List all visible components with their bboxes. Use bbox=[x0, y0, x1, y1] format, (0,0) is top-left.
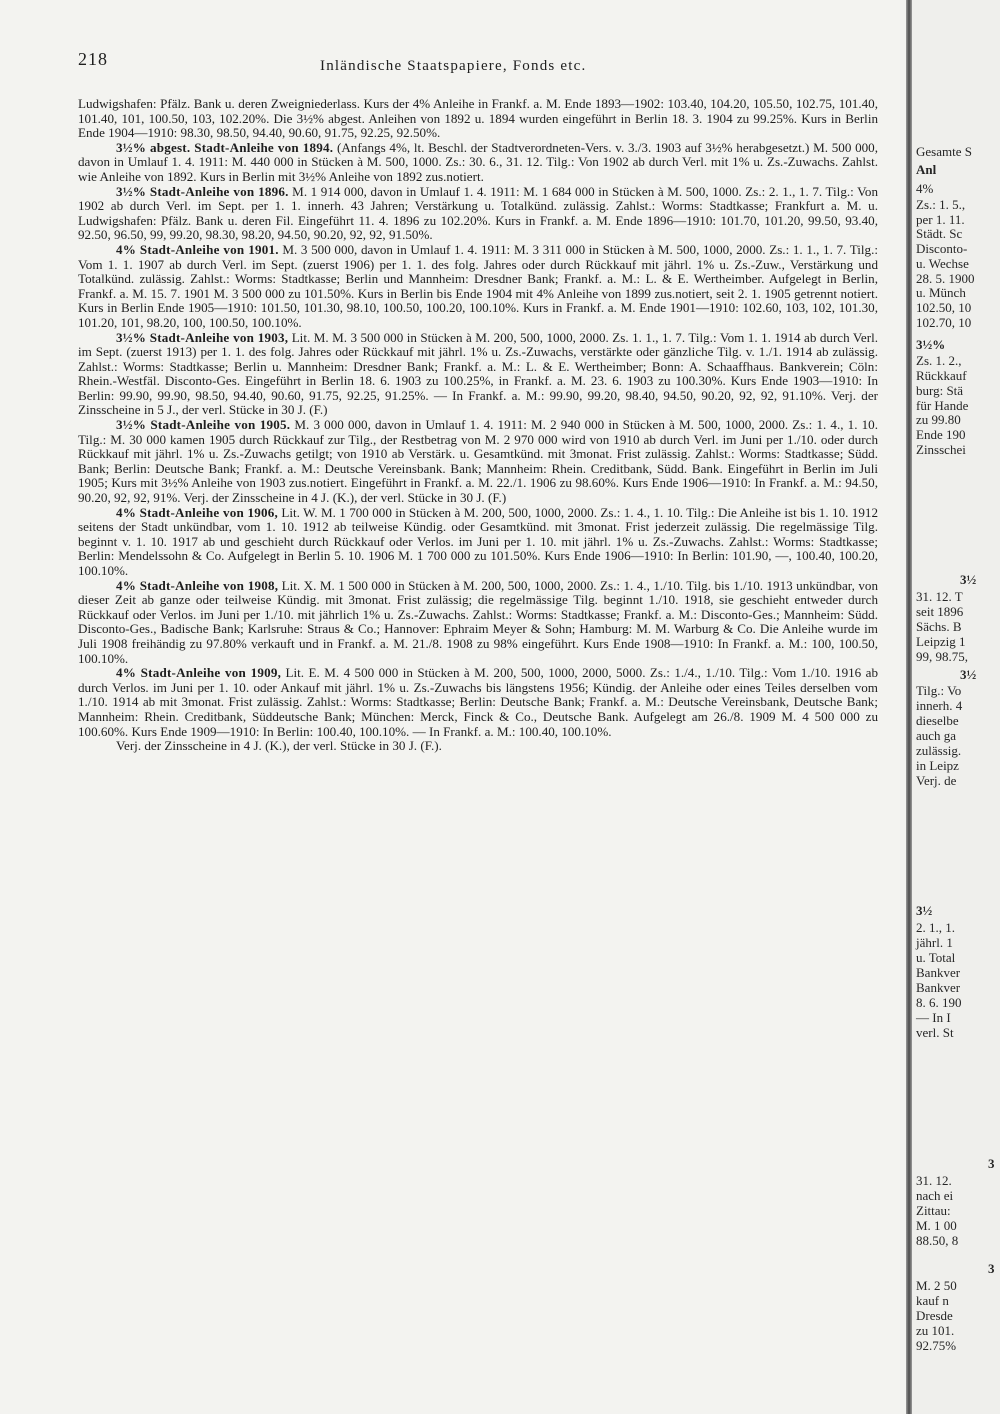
adjacent-fragment: Bankver bbox=[916, 980, 961, 995]
adjacent-fragment: 3½ bbox=[916, 903, 933, 918]
adjacent-fragment: Zinsschei bbox=[916, 442, 966, 457]
adjacent-fragment: Bankver bbox=[916, 965, 961, 980]
adjacent-fragment: Zs.: 1. 5., bbox=[916, 197, 966, 212]
adjacent-fragment: 88.50, 8 bbox=[916, 1233, 959, 1248]
section-text: Lit. E. M. 4 500 000 in Stücken à M. 200, 500, 1000, 2000, 5000. Zs.: 1./4., 1./10. Tilg.: Vom 1./10. 1916 ab durch Verlos. im Juni per 1. 10. oder Ankauf mit jährl. 1% u. Zs.-Zuwachs bis längstens 1956; Kündig. der Anleihe oder eines Teiles derselben vom 1./10. 1914 ab mit 3monat. Frist zulässig. Zahlst.: Worms: Stadtkasse; Berlin: Deutsche Bank; Frankf. a. M.: Deutsche Vereinsbank, Deutsche Bank; Mannheim: Rhein. Creditbank, Süddeutsche Bank; München: Merck, Finck & Co., Deutsche Bank. Aufgelegt am 26./8. 1909 M. 4 500 000 zu 100.60%. Kurs Ende 1909—1910: In Berlin: 100.40, 100.10%. — In Frankf. a. M.: 100.40, 100.10%. bbox=[78, 665, 878, 739]
adjacent-fragment: kauf n bbox=[916, 1293, 949, 1308]
paragraph-anleihe-1896 bbox=[78, 185, 878, 243]
section-heading: 4% Stadt-Anleihe von 1901. bbox=[116, 241, 279, 257]
adjacent-fragment: auch ga bbox=[916, 728, 957, 743]
adjacent-fragment: jährl. 1 bbox=[916, 935, 953, 950]
section-text: M. 3 000 000, davon in Umlauf 1. 4. 1911: M. 2 940 000 in Stücken à M. 500, 1000, 2000. Zs.: 1. 4., 1. 10. Tilg.: M. 30 000 kamen 1905 durch Rückkauf zur Tilg., der Restbetrag von M. 2 970 000 wird von 1910 ab durch Verl. im Juni per 1./10. oder durch Rückkauf mit jährl. 1% u. Zs.-Zuwachs getilgt; von 1910 ab Verstärk. u. Gesamtkünd. mit 3monat. Frist zulässig. Zahlst.: Worms: Stadtkasse; Südd. Bank; Berlin: Deutsche Bank; Frankf. a. M.: Deutsche Vereinsbank. Bank; Mannheim: Rhein. Creditbank, Südd. Bank. Eingeführt in Berlin im Juli 1905; Kurs mit 3½% Anleihe von 1903 zus.notiert. Eingeführt in Frankf. a. M. 22./1. 1906 zu 98.60%. Kurs Ende 1906—1910: In Frankf. a. M.: 94.50, 90.20, 92, 92, 91%. Verj. der Zinsscheine in 4 J. (K.), der verl. Stücke in 30 J. (F.) bbox=[78, 417, 878, 506]
paragraph-verjaehrung bbox=[78, 739, 878, 754]
adjacent-fragment: Zittau: bbox=[916, 1203, 951, 1218]
adjacent-fragment: für Hande bbox=[916, 398, 969, 413]
section-heading: 3½% Stadt-Anleihe von 1905. bbox=[116, 417, 291, 433]
adjacent-fragment: u. Wechse bbox=[916, 256, 969, 271]
adjacent-fragment: u. Münch bbox=[916, 285, 966, 300]
adjacent-fragment: Anl bbox=[916, 162, 937, 177]
adjacent-fragment: 28. 5. 1900 bbox=[916, 271, 975, 286]
adjacent-fragment: per 1. 11. bbox=[916, 212, 965, 227]
adjacent-fragment: 3 bbox=[988, 1156, 995, 1171]
section-heading: 3½% Stadt-Anleihe von 1896. bbox=[116, 183, 289, 199]
adjacent-fragment: M. 2 50 bbox=[916, 1278, 957, 1293]
adjacent-fragment: Tilg.: Vo bbox=[916, 683, 962, 698]
section-heading: 4% Stadt-Anleihe von 1909, bbox=[116, 665, 282, 681]
adjacent-fragment: u. Total bbox=[916, 950, 956, 965]
section-text: M. 3 500 000, davon in Umlauf 1. 4. 1911: M. 3 311 000 in Stücken à M. 500, 1000, 2000. Zs.: 1. 1., 1. 7. Tilg.: Vom 1. 1. 1907 ab durch Verl. im Sept. (zuerst 1906) per 1. 1. des folg. Jahres oder durch Rückkauf mit jährl. 1% u. Zs.-Zuw., Verstärkung und Totalkünd. zulässig. Zahlst.: Worms: Stadtkasse; Berlin und Mannheim: Dresdner Bank; Frankf. a. M.: L. & E. Wertheimber. Aufgelegt in Berlin, Frankf. a. M. 15. 7. 1901 M. 3 500 000 zu 101.50%. Kurs in Berlin bis Ende 1904 mit 4% Anleihe von 1899 zus.notiert, seit 2. 1. 1905 getrennt notiert. Kurs in Berlin Ende 1905—1910: 101.50, 101.30, 98.10, 100.50, 100.20, 100.10%. Kurs in Frankf. a. M. Ende 1901—1910: 102.60, 103, 102, 101.30, 101.20, 101, 98.20, 100, 100.50, 100.10%. bbox=[78, 241, 879, 330]
section-heading: 3½% abgest. Stadt-Anleihe von 1894. bbox=[116, 139, 334, 155]
adjacent-fragment: 8. 6. 190 bbox=[916, 995, 962, 1010]
adjacent-fragment: 2. 1., 1. bbox=[916, 920, 955, 935]
section-text: Lit. W. M. 1 700 000 in Stücken à M. 200, 500, 1000, 2000. Zs.: 1. 4., 1. 10. Tilg.: Die Anleihe ist bis 1. 10. 1912 seitens der Stadt unkündbar, vom 1. 10. 1912 ab teilweise Kündig. oder Gesamtkünd. mit 3monat. Frist jederzeit zulässig. Die regelmässige Tilg. beginnt v. 1. 10. 1917 ab und geschieht durch Rückkauf oder Verlos. im Juni per 1. 10. mit jährl. 1% u. Zs.-Zuwachs. Zahlst.: Worms: Stadtkasse; Berlin: Mendelssohn & Co. Aufgelegt in Berlin 5. 10. 1906 M. 1 700 000 zu 101.50%. Kurs Ende 1906—1910: In Berlin: 101.90, —, 100.40, 100.20, 100.10%. bbox=[78, 504, 878, 578]
adjacent-fragment: nach ei bbox=[916, 1188, 954, 1203]
adjacent-fragment: 31. 12. bbox=[916, 1173, 952, 1188]
adjacent-fragment: Rückkauf bbox=[916, 368, 967, 383]
adjacent-fragment: Dresde bbox=[916, 1308, 953, 1323]
adjacent-fragment: in Leipz bbox=[916, 758, 959, 773]
adjacent-fragment: innerh. 4 bbox=[916, 698, 963, 713]
section-heading: 4% Stadt-Anleihe von 1906, bbox=[116, 504, 278, 520]
adjacent-fragment: Gesamte S bbox=[916, 144, 972, 159]
paragraph-anleihe-1909 bbox=[78, 666, 878, 739]
adjacent-fragment: — In I bbox=[916, 1010, 951, 1025]
adjacent-fragment: 4% bbox=[916, 181, 934, 196]
adjacent-fragment: Zs. 1. 2., bbox=[916, 353, 962, 368]
paragraph-anleihe-1906 bbox=[78, 506, 878, 579]
paragraph-anleihe-1901 bbox=[78, 243, 878, 331]
section-text: M. 1 914 000, davon in Umlauf 1. 4. 1911: M. 1 684 000 in Stücken à M. 500, 1000. Zs.: 2. 1., 1. 7. Tilg.: Von 1902 ab durch Verl. im Sept. per 1. 1. innerh. 43 Jahren; Verstärkung u. Totalkünd. zulässig. Zahlst.: Worms: Stadtkasse; Frankfurt a. M. u. Ludwigshafen: Pfälz. Bank u. deren Fil. Eingeführt 11. 4. 1896 zu 102.20%. Kurs in Frankf. a. M. Ende 1896—1910: 101.70, 101.20, 99.50, 93.40, 92.50, 96.50, 99, 99.20, 98.30, 98.20, 94.50, 90.20, 92, 92, 91.50%. bbox=[78, 183, 878, 243]
page-number: 218 bbox=[78, 49, 108, 69]
paragraph-anleihe-1903 bbox=[78, 331, 878, 419]
adjacent-fragment: Sächs. B bbox=[916, 619, 962, 634]
section-heading: 3½% Stadt-Anleihe von 1903, bbox=[116, 329, 289, 345]
adjacent-fragment: 99, 98.75, bbox=[916, 649, 968, 664]
adjacent-fragment: 31. 12. T bbox=[916, 589, 963, 604]
paragraph-anleihe-1894 bbox=[78, 141, 878, 185]
adjacent-fragment: zu 99.80 bbox=[916, 412, 961, 427]
adjacent-fragment: Städt. Sc bbox=[916, 226, 963, 241]
adjacent-fragment: 102.50, 10 bbox=[916, 300, 972, 315]
section-heading: 4% Stadt-Anleihe von 1908, bbox=[116, 577, 279, 593]
running-title: Inländische Staatspapiere, Fonds etc. bbox=[320, 58, 587, 74]
adjacent-fragment: 3½ bbox=[960, 572, 977, 587]
paragraph-anleihe-1908 bbox=[78, 579, 878, 667]
adjacent-fragment: 3 bbox=[988, 1261, 995, 1276]
adjacent-fragment: 3½ bbox=[960, 667, 977, 682]
adjacent-fragment: Leipzig 1 bbox=[916, 634, 966, 649]
adjacent-fragment: Disconto- bbox=[916, 241, 968, 256]
adjacent-fragment: burg: Stä bbox=[916, 383, 964, 398]
adjacent-page-edge bbox=[912, 0, 1000, 1414]
adjacent-fragment: verl. St bbox=[916, 1025, 954, 1040]
section-text: Lit. X. M. 1 500 000 in Stücken à M. 200, 500, 1000, 2000. Zs.: 1. 4., 1./10. Tilg. bis 1./10. 1913 unkündbar, von dieser Zeit ab ganze oder teilweise Kündig. mit 3monat. Frist zulässig; die regelmässige Tilg. beginnt 1./10. 1918, sie geschieht entweder durch Rückkauf oder Verlos. im Juni per 1./10. mit jährlich 1% u. Zs.-Zuwachs. Zahlst.: Worms: Stadtkasse; Frankf. a. M.: Disconto-Ges.; Mannheim: Südd. Disconto-Ges., Badische Bank; Karlsruhe: Straus & Co.; Hannover: Ephraim Meyer & Sohn; Hamburg: M. M. Warburg & Co. Die Anleihe wurde im Juli 1908 freihändig zu 97.80% verkauft und in Frankf. a. M. 21./8. 1908 zu 98% eingeführt. Kurs Ende 1908—1910: In Frankf. a. M.: 100, 100.50, 100.10%. bbox=[78, 577, 879, 666]
adjacent-fragment: zu 101. bbox=[916, 1323, 955, 1338]
body-text bbox=[78, 97, 878, 754]
adjacent-fragment: seit 1896 bbox=[916, 604, 964, 619]
adjacent-fragment: Verj. de bbox=[916, 773, 957, 788]
section-text: Verj. der Zinsscheine in 4 J. (K.), der verl. Stücke in 30 J. (F.). bbox=[116, 738, 442, 754]
paragraph-anleihe-1905 bbox=[78, 418, 878, 506]
adjacent-fragment: 92.75% bbox=[916, 1338, 957, 1353]
adjacent-fragment: Ende 190 bbox=[916, 427, 966, 442]
adjacent-fragment: 3½% bbox=[916, 337, 946, 352]
adjacent-fragment: 102.70, 10 bbox=[916, 315, 972, 330]
paragraph-intro bbox=[78, 97, 878, 141]
adjacent-fragment: M. 1 00 bbox=[916, 1218, 957, 1233]
section-text: Lit. M. M. 3 500 000 in Stücken à M. 200, 500, 1000, 2000. Zs. 1. 1., 1. 7. Tilg.: Vom 1. 1. 1914 ab durch Verl. im Sept. (zuerst 1913) per 1. 1. des folg. Jahres oder Rückkauf mit jährl. 1% u. Zs.-Zuwachs, verstärkte oder gänzliche Tilg. v. 1./1. 1914 ab zulässig. Zahlst.: Worms: Stadtkasse; Berlin u. Mannheim: Dresdner Bank; Frankf. a. M.: L. & E. Wertheimber; Bonn: A. Schaaffhaus. Bankverein; Cöln: Rhein.-Westfäl. Disconto-Ges. Eingeführt in Berlin 18. 6. 1903 zu 100.25%, in Frankf. a. M. 23. 6. 1903 zu 100.30%. Kurs Ende 1903—1910: In Berlin: 99.90, 99.90, 98.50, 94.40, 90.60, 91.75, 92.25, 91.25%. — In Frankf. a. M.: 99.90, 99.20, 98.40, 94.50, 90.20, 92, 92, 91.10%. Verj. der Zinsscheine in 5 J., der verl. Stücke in 30 J. (F.) bbox=[78, 329, 878, 418]
section-text: Ludwigshafen: Pfälz. Bank u. deren Zweigniederlass. Kurs der 4% Anleihe in Frankf. a. M. Ende 1893—1902: 103.40, 104.20, 105.50, 102.75, 101.40, 101.40, 101, 100.50, 103, 102.20%. Die 3½% abgest. Anleihen von 1892 u. 1894 wurden eingeführt in Berlin 18. 3. 1904 zu 99.25%. Kurs in Berlin Ende 1904—1910: 98.30, 98.50, 94.40, 90.60, 91.75, 92.25, 92.50%. bbox=[78, 96, 878, 141]
section-text: (Anfangs 4%, lt. Beschl. der Stadtverordneten-Vers. v. 3./3. 1903 auf 3½% herabgesetzt.) M. 500 000, davon in Umlauf 1. 4. 1911: M. 440 000 in Stücken à M. 500, 1000. Zs.: 30. 6., 31. 12. Tilg.: Von 1902 ab durch Verl. mit 1% u. Zs.-Zuwachs. Zahlst. wie Anleihe von 1892. Kurs in Berlin mit 3½% Anleihe von 1892 zus.notiert. bbox=[78, 139, 878, 184]
adjacent-fragment: dieselbe bbox=[916, 713, 959, 728]
adjacent-fragment: zulässig. bbox=[916, 743, 962, 758]
